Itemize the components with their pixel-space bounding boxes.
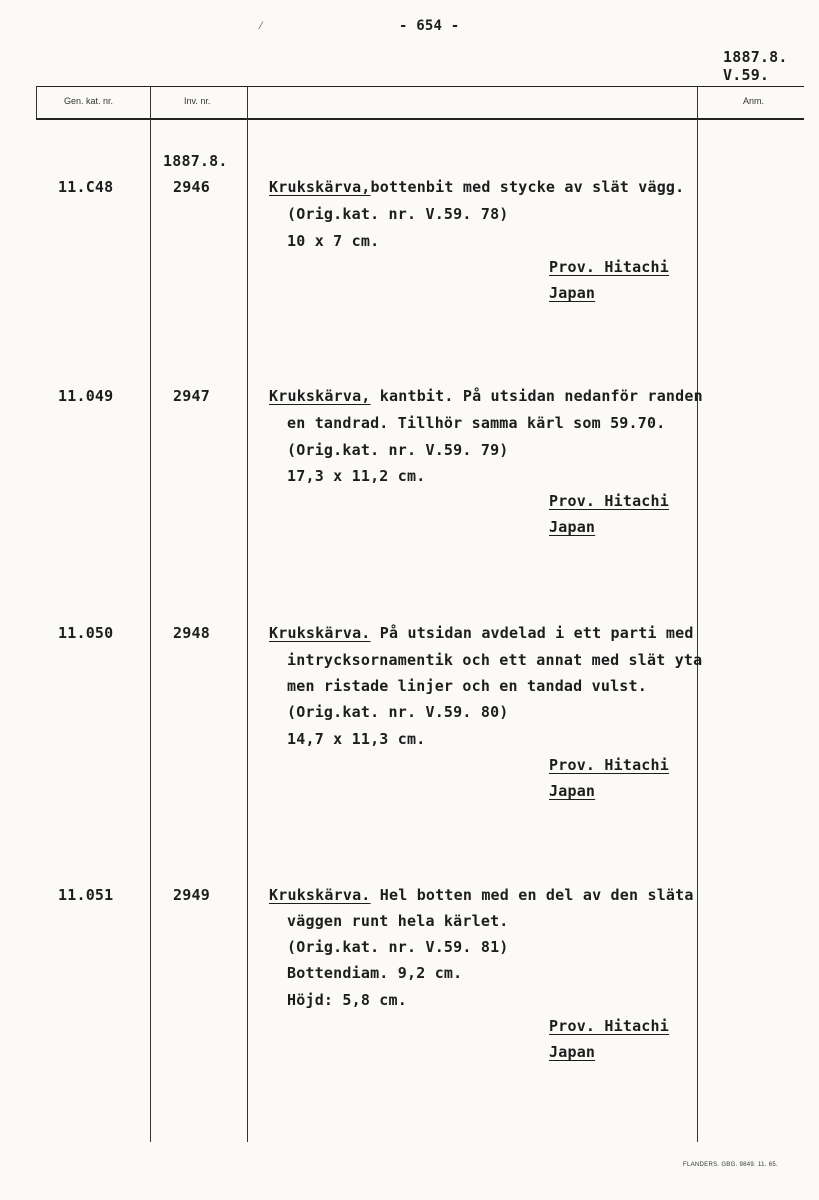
page-number: - 654 - bbox=[399, 18, 460, 34]
column-header-anm: Anm. bbox=[743, 96, 765, 106]
entry-provenance-country: Japan bbox=[549, 518, 596, 536]
catalog-ref-line1: 1887.8. bbox=[723, 48, 788, 66]
entry-dimensions: 14,7 x 11,3 cm. bbox=[287, 730, 426, 748]
entry-title: Krukskärva. bbox=[269, 624, 371, 642]
entry-inv-nr: 2946 bbox=[173, 178, 210, 196]
entry-provenance-country: Japan bbox=[549, 782, 596, 800]
entry-description-first-line bbox=[269, 886, 694, 904]
entry-title: Krukskärva. bbox=[269, 886, 371, 904]
entry-description-first-line bbox=[269, 624, 694, 642]
entry-dimensions: Bottendiam. 9,2 cm. bbox=[287, 964, 463, 982]
entry-description-text: bottenbit med stycke av slät vägg. bbox=[370, 178, 685, 196]
column-divider-gen-inv bbox=[150, 86, 151, 1142]
entry-description-text: På utsidan avdelad i ett parti med bbox=[370, 624, 694, 642]
catalog-ref-line2: V.59. bbox=[723, 66, 770, 84]
entry-gen-kat-nr: 11.051 bbox=[58, 886, 114, 904]
entry-provenance-country: Japan bbox=[549, 284, 596, 302]
column-divider-inv-desc bbox=[247, 86, 248, 1142]
entry-description-text: intrycksornamentik och ett annat med slät yta bbox=[287, 651, 703, 669]
corner-mark: / bbox=[259, 18, 263, 32]
entry-dimensions: 17,3 x 11,2 cm. bbox=[287, 467, 426, 485]
entry-description-first-line bbox=[269, 178, 684, 196]
column-divider-desc-anm bbox=[697, 86, 698, 1142]
header-bottom-rule bbox=[36, 118, 804, 120]
frame-left-edge bbox=[36, 86, 37, 118]
entry-title: Krukskärva, bbox=[269, 178, 371, 196]
entry-orig-kat-nr: (Orig.kat. nr. V.59. 78) bbox=[287, 205, 509, 223]
entry-title: Krukskärva, bbox=[269, 387, 371, 405]
entry-provenance: Prov. Hitachi bbox=[549, 1017, 669, 1035]
entry-description-text: väggen runt hela kärlet. bbox=[287, 912, 509, 930]
entry-description-text: men ristade linjer och en tandad vulst. bbox=[287, 677, 647, 695]
entry-description-first-line bbox=[269, 387, 703, 405]
column-header-gen-kat-nr: Gen. kat. nr. bbox=[64, 96, 114, 106]
entry-orig-kat-nr: (Orig.kat. nr. V.59. 80) bbox=[287, 703, 509, 721]
entry-orig-kat-nr: (Orig.kat. nr. V.59. 81) bbox=[287, 938, 509, 956]
column-header-inv-nr: Inv. nr. bbox=[184, 96, 211, 106]
printer-imprint: FLANDERS. GBG. 9849. 11. 65. bbox=[683, 1162, 778, 1168]
entry-dimensions: 10 x 7 cm. bbox=[287, 232, 380, 250]
entry-description-text: Hel botten med en del av den släta bbox=[370, 886, 694, 904]
entry-dimensions: Höjd: 5,8 cm. bbox=[287, 991, 407, 1009]
header-top-rule bbox=[36, 86, 804, 87]
entry-provenance: Prov. Hitachi bbox=[549, 756, 669, 774]
entry-provenance: Prov. Hitachi bbox=[549, 492, 669, 510]
entry-gen-kat-nr: 11.049 bbox=[58, 387, 114, 405]
entry-gen-kat-nr: 11.C48 bbox=[58, 178, 114, 196]
entry-inv-nr: 2949 bbox=[173, 886, 210, 904]
entry-orig-kat-nr: (Orig.kat. nr. V.59. 79) bbox=[287, 441, 509, 459]
entry-description-text: en tandrad. Tillhör samma kärl som 59.70. bbox=[287, 414, 666, 432]
inv-group-label: 1887.8. bbox=[163, 152, 228, 170]
entry-gen-kat-nr: 11.050 bbox=[58, 624, 114, 642]
entry-provenance-country: Japan bbox=[549, 1043, 596, 1061]
entry-provenance: Prov. Hitachi bbox=[549, 258, 669, 276]
entry-inv-nr: 2947 bbox=[173, 387, 210, 405]
entry-description-text: kantbit. På utsidan nedanför randen bbox=[370, 387, 703, 405]
entry-inv-nr: 2948 bbox=[173, 624, 210, 642]
